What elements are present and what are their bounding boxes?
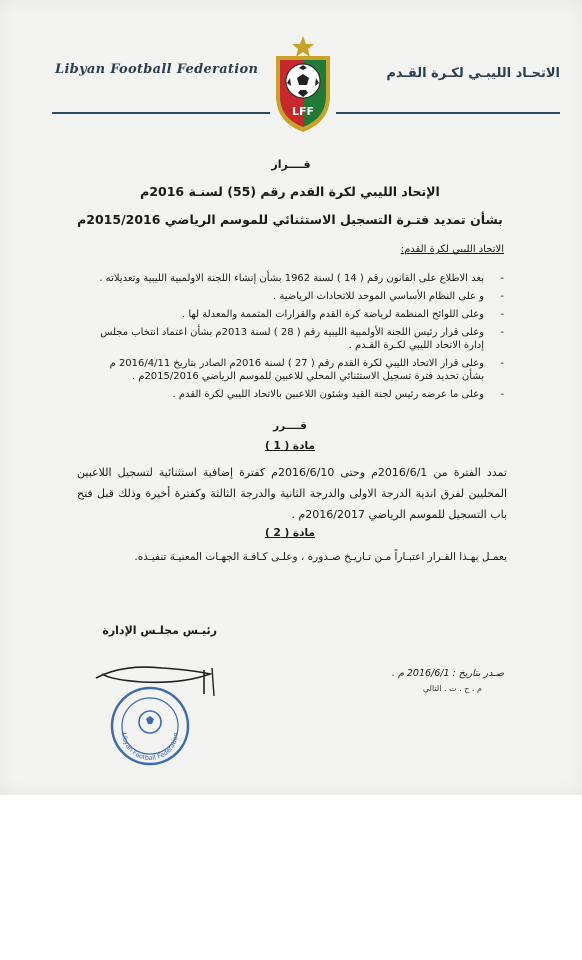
header-org-arabic: الاتحـاد الليبـي لكـرة القـدم	[386, 66, 560, 81]
list-item: - وعلى ما عرضه رئيس لجنة القيد وشئون اللاعبين بالاتحاد الليبي لكرة القدم .	[172, 389, 504, 400]
header-rule-left	[52, 112, 270, 114]
decision-heading: قــــرار	[271, 158, 311, 171]
logo-letters: LFF	[291, 105, 315, 118]
decision-title: الإتحاد الليبي لكرة القدم رقم (55) لسنـة 2016م	[140, 184, 440, 199]
issuer-label: الاتحاد الليبي لكرة القدم:	[400, 244, 504, 255]
issue-reference: م . ح . ت . التالي	[422, 684, 482, 693]
issue-date: صـدر بتاريخ : 2016/6/1 م .	[391, 668, 504, 679]
decided-heading: قــــرر	[273, 420, 307, 432]
article-2-heading: مادة ( 2 )	[265, 527, 315, 539]
article-2-text: يعمـل بهـذا القـرار اعتبـاراً مـن تـاريـخ صـدوره ، وعلـى كـافـة الجهـات المعنيـة تنفيـذه.	[134, 551, 507, 563]
preamble-list	[94, 272, 504, 406]
decision-subject: بشأن تمديد فتـرة التسجيل الاستثنائي للموسم الرياضي 2015/2016م	[77, 212, 503, 227]
header-org-english: Libyan Football Federation	[55, 62, 259, 77]
list-item: - و على النظام الأساسي الموحد للاتحادات الرياضية .	[273, 291, 504, 302]
stamp-text: Libyan Football Federation	[119, 732, 181, 763]
signatory-title: رئيـس مجلـس الإدارة	[102, 624, 217, 637]
article-1-heading: مادة ( 1 )	[265, 440, 315, 452]
list-item: - بعد الاطلاع على القانون رقم ( 14 ) لسنة 1962 بشأن إنشاء اللجنة الاولمبية الليبية وتعديلاته .	[99, 273, 504, 284]
official-stamp-icon	[108, 684, 192, 768]
header-rule-right	[336, 112, 560, 114]
article-1-text: تمدد الفترة من 2016/6/1م وحتى 2016/6/10م كفترة إضافية استثنائية لتسجيل اللاعبين المحليين لفرق اندية الدرجة الاولى والدرجة الثانية والدرجة الثالثة وكفترة أخيرة وذلك قبل فتح باب التسجيل للموسم الرياضي 2016/2017م .	[77, 466, 507, 521]
list-item: - وعلى قرار الاتحاد الليبي لكرة القدم رقم ( 27 ) لسنة 2016م الصادر بتاريخ 2016/4/11 م بشأن تحديد فترة تسجيل الاستثنائي المحلي للاعبين للموسم الرياضي 2015/2016م .	[109, 358, 504, 382]
list-item: - وعلى قرار رئيس اللجنة الأولمبية الليبية رقم ( 28 ) لسنة 2013م بشأن اعتماد انتخاب مجلس إدارة الاتحاد الليبي لكـرة القـدم .	[100, 327, 504, 351]
list-item: - وعلى اللوائح المنظمة لرياضة كرة القدم والقرارات المتممة والمعدلة لها .	[182, 309, 504, 320]
lff-logo-icon	[268, 34, 338, 134]
